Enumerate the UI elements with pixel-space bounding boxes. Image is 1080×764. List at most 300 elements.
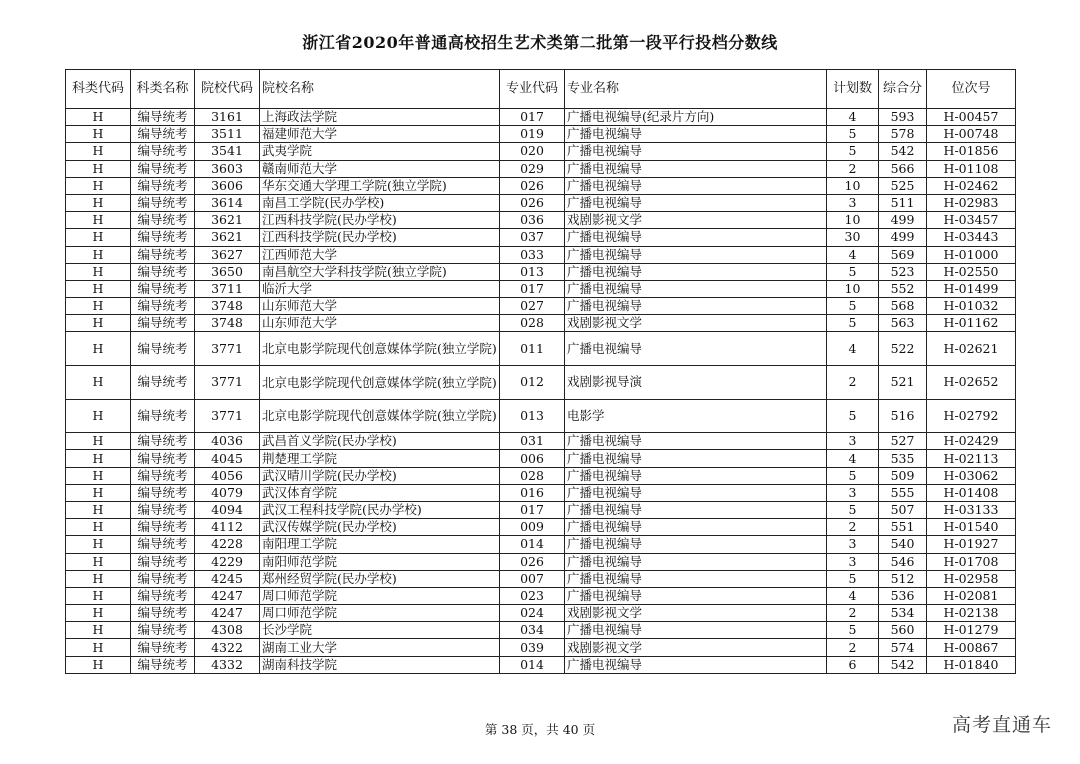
cell-score: 534 xyxy=(879,605,927,622)
cell-category-code: H xyxy=(66,467,131,484)
cell-major-code: 013 xyxy=(500,399,565,433)
cell-school-code: 4045 xyxy=(195,450,260,467)
cell-major-name: 广播电视编导 xyxy=(565,280,827,297)
table-row xyxy=(66,639,1016,656)
cell-major-name: 戏剧影视导演 xyxy=(565,366,827,400)
cell-school-code: 3748 xyxy=(195,298,260,315)
cell-major-code: 014 xyxy=(500,656,565,673)
cell-school-name: 福建师范大学 xyxy=(260,126,500,143)
cell-score: 523 xyxy=(879,263,927,280)
cell-school-name: 北京电影学院现代创意媒体学院(独立学院) xyxy=(260,399,500,433)
cell-school-name: 江西师范大学 xyxy=(260,246,500,263)
cell-school-name: 周口师范学院 xyxy=(260,587,500,604)
cell-school-name: 山东师范大学 xyxy=(260,298,500,315)
cell-school-name: 武夷学院 xyxy=(260,143,500,160)
cell-plan-count: 5 xyxy=(827,143,879,160)
cell-rank: H-03062 xyxy=(927,467,1016,484)
header-major-name: 专业名称 xyxy=(565,70,827,109)
score-table xyxy=(65,69,1016,674)
cell-category-name: 编导统考 xyxy=(131,484,195,501)
cell-school-name: 华东交通大学理工学院(独立学院) xyxy=(260,177,500,194)
cell-school-code: 3621 xyxy=(195,229,260,246)
cell-category-name: 编导统考 xyxy=(131,570,195,587)
cell-plan-count: 5 xyxy=(827,315,879,332)
watermark: 高考直通车 xyxy=(951,714,1052,736)
cell-category-code: H xyxy=(66,177,131,194)
cell-major-name: 广播电视编导 xyxy=(565,450,827,467)
cell-category-name: 编导统考 xyxy=(131,143,195,160)
cell-school-code: 3541 xyxy=(195,143,260,160)
cell-category-name: 编导统考 xyxy=(131,229,195,246)
cell-school-name: 武汉工程科技学院(民办学校) xyxy=(260,501,500,518)
cell-plan-count: 5 xyxy=(827,570,879,587)
cell-category-name: 编导统考 xyxy=(131,605,195,622)
cell-category-code: H xyxy=(66,298,131,315)
cell-plan-count: 10 xyxy=(827,280,879,297)
cell-rank: H-02958 xyxy=(927,570,1016,587)
cell-rank: H-00867 xyxy=(927,639,1016,656)
cell-plan-count: 5 xyxy=(827,622,879,639)
cell-major-name: 广播电视编导 xyxy=(565,467,827,484)
cell-major-code: 036 xyxy=(500,212,565,229)
cell-major-name: 广播电视编导 xyxy=(565,519,827,536)
cell-category-name: 编导统考 xyxy=(131,109,195,126)
cell-category-code: H xyxy=(66,126,131,143)
cell-category-name: 编导统考 xyxy=(131,194,195,211)
cell-major-name: 电影学 xyxy=(565,399,827,433)
table-row xyxy=(66,246,1016,263)
header-major-code: 专业代码 xyxy=(500,70,565,109)
table-row xyxy=(66,366,1016,400)
table-row xyxy=(66,570,1016,587)
table-row xyxy=(66,229,1016,246)
cell-category-code: H xyxy=(66,143,131,160)
cell-score: 574 xyxy=(879,639,927,656)
cell-school-name: 郑州经贸学院(民办学校) xyxy=(260,570,500,587)
cell-major-name: 广播电视编导 xyxy=(565,298,827,315)
cell-category-code: H xyxy=(66,501,131,518)
cell-rank: H-01032 xyxy=(927,298,1016,315)
cell-school-name: 湖南工业大学 xyxy=(260,639,500,656)
cell-school-code: 4056 xyxy=(195,467,260,484)
cell-plan-count: 4 xyxy=(827,450,879,467)
cell-major-name: 广播电视编导 xyxy=(565,484,827,501)
cell-score: 566 xyxy=(879,160,927,177)
cell-major-name: 戏剧影视文学 xyxy=(565,605,827,622)
cell-score: 521 xyxy=(879,366,927,400)
cell-plan-count: 2 xyxy=(827,160,879,177)
table-header-row xyxy=(66,70,1016,109)
cell-score: 563 xyxy=(879,315,927,332)
cell-score: 552 xyxy=(879,280,927,297)
table-row xyxy=(66,298,1016,315)
cell-rank: H-01162 xyxy=(927,315,1016,332)
cell-school-name: 北京电影学院现代创意媒体学院(独立学院) xyxy=(260,332,500,366)
cell-score: 542 xyxy=(879,143,927,160)
table-row xyxy=(66,263,1016,280)
cell-major-code: 034 xyxy=(500,622,565,639)
cell-school-code: 4036 xyxy=(195,433,260,450)
cell-major-name: 戏剧影视文学 xyxy=(565,639,827,656)
cell-score: 560 xyxy=(879,622,927,639)
cell-rank: H-02652 xyxy=(927,366,1016,400)
cell-score: 512 xyxy=(879,570,927,587)
page-footer: 第 38 页，共 40 页 xyxy=(484,722,596,737)
cell-major-name: 广播电视编导 xyxy=(565,587,827,604)
header-plan-count: 计划数 xyxy=(827,70,879,109)
cell-plan-count: 5 xyxy=(827,263,879,280)
table-row xyxy=(66,280,1016,297)
cell-score: 535 xyxy=(879,450,927,467)
cell-rank: H-01840 xyxy=(927,656,1016,673)
cell-category-name: 编导统考 xyxy=(131,553,195,570)
cell-rank: H-01279 xyxy=(927,622,1016,639)
cell-major-code: 011 xyxy=(500,332,565,366)
header-category-code: 科类代码 xyxy=(66,70,131,109)
table-row xyxy=(66,656,1016,673)
cell-rank: H-02113 xyxy=(927,450,1016,467)
cell-major-code: 017 xyxy=(500,280,565,297)
cell-plan-count: 5 xyxy=(827,399,879,433)
table-row xyxy=(66,160,1016,177)
cell-major-name: 广播电视编导 xyxy=(565,433,827,450)
cell-major-code: 031 xyxy=(500,433,565,450)
cell-category-name: 编导统考 xyxy=(131,639,195,656)
cell-school-code: 4332 xyxy=(195,656,260,673)
header-school-code: 院校代码 xyxy=(195,70,260,109)
cell-category-name: 编导统考 xyxy=(131,177,195,194)
cell-major-code: 014 xyxy=(500,536,565,553)
cell-major-code: 012 xyxy=(500,366,565,400)
cell-plan-count: 6 xyxy=(827,656,879,673)
cell-school-code: 3711 xyxy=(195,280,260,297)
cell-category-code: H xyxy=(66,109,131,126)
cell-major-name: 广播电视编导(纪录片方向) xyxy=(565,109,827,126)
cell-major-code: 016 xyxy=(500,484,565,501)
cell-rank: H-02792 xyxy=(927,399,1016,433)
cell-score: 568 xyxy=(879,298,927,315)
cell-rank: H-02462 xyxy=(927,177,1016,194)
cell-score: 551 xyxy=(879,519,927,536)
cell-major-name: 广播电视编导 xyxy=(565,622,827,639)
cell-category-code: H xyxy=(66,366,131,400)
table-row xyxy=(66,605,1016,622)
cell-plan-count: 3 xyxy=(827,484,879,501)
cell-category-code: H xyxy=(66,263,131,280)
cell-rank: H-03133 xyxy=(927,501,1016,518)
cell-score: 536 xyxy=(879,587,927,604)
cell-category-name: 编导统考 xyxy=(131,263,195,280)
cell-rank: H-03443 xyxy=(927,229,1016,246)
cell-major-code: 033 xyxy=(500,246,565,263)
cell-plan-count: 10 xyxy=(827,177,879,194)
cell-category-name: 编导统考 xyxy=(131,298,195,315)
cell-category-code: H xyxy=(66,229,131,246)
cell-category-code: H xyxy=(66,587,131,604)
cell-category-code: H xyxy=(66,656,131,673)
cell-plan-count: 5 xyxy=(827,298,879,315)
cell-score: 546 xyxy=(879,553,927,570)
cell-category-code: H xyxy=(66,553,131,570)
cell-major-code: 006 xyxy=(500,450,565,467)
cell-school-code: 4245 xyxy=(195,570,260,587)
cell-school-name: 武昌首义学院(民办学校) xyxy=(260,433,500,450)
cell-major-name: 广播电视编导 xyxy=(565,143,827,160)
cell-category-name: 编导统考 xyxy=(131,433,195,450)
cell-category-code: H xyxy=(66,622,131,639)
cell-major-code: 024 xyxy=(500,605,565,622)
cell-category-name: 编导统考 xyxy=(131,160,195,177)
cell-school-name: 周口师范学院 xyxy=(260,605,500,622)
cell-major-name: 广播电视编导 xyxy=(565,553,827,570)
cell-plan-count: 3 xyxy=(827,433,879,450)
cell-rank: H-02429 xyxy=(927,433,1016,450)
cell-major-name: 广播电视编导 xyxy=(565,246,827,263)
cell-category-code: H xyxy=(66,246,131,263)
cell-plan-count: 4 xyxy=(827,109,879,126)
cell-score: 569 xyxy=(879,246,927,263)
cell-score: 593 xyxy=(879,109,927,126)
cell-category-name: 编导统考 xyxy=(131,656,195,673)
cell-plan-count: 4 xyxy=(827,587,879,604)
cell-major-name: 广播电视编导 xyxy=(565,332,827,366)
cell-category-name: 编导统考 xyxy=(131,246,195,263)
cell-score: 509 xyxy=(879,467,927,484)
cell-rank: H-01708 xyxy=(927,553,1016,570)
cell-score: 516 xyxy=(879,399,927,433)
cell-rank: H-02081 xyxy=(927,587,1016,604)
cell-major-name: 广播电视编导 xyxy=(565,194,827,211)
cell-major-code: 028 xyxy=(500,467,565,484)
cell-score: 542 xyxy=(879,656,927,673)
cell-score: 511 xyxy=(879,194,927,211)
header-category-name: 科类名称 xyxy=(131,70,195,109)
cell-major-code: 026 xyxy=(500,194,565,211)
cell-school-code: 3748 xyxy=(195,315,260,332)
cell-school-code: 3614 xyxy=(195,194,260,211)
cell-plan-count: 5 xyxy=(827,126,879,143)
table-row xyxy=(66,536,1016,553)
cell-category-code: H xyxy=(66,315,131,332)
cell-category-name: 编导统考 xyxy=(131,501,195,518)
cell-major-name: 广播电视编导 xyxy=(565,536,827,553)
cell-category-name: 编导统考 xyxy=(131,366,195,400)
cell-plan-count: 4 xyxy=(827,332,879,366)
cell-plan-count: 4 xyxy=(827,246,879,263)
cell-school-code: 4229 xyxy=(195,553,260,570)
cell-major-code: 013 xyxy=(500,263,565,280)
cell-school-code: 3771 xyxy=(195,399,260,433)
cell-rank: H-01108 xyxy=(927,160,1016,177)
cell-school-code: 4247 xyxy=(195,605,260,622)
cell-school-code: 4112 xyxy=(195,519,260,536)
cell-score: 540 xyxy=(879,536,927,553)
table-row xyxy=(66,143,1016,160)
cell-category-name: 编导统考 xyxy=(131,587,195,604)
cell-school-code: 4322 xyxy=(195,639,260,656)
cell-rank: H-00748 xyxy=(927,126,1016,143)
cell-major-name: 戏剧影视文学 xyxy=(565,315,827,332)
cell-major-code: 007 xyxy=(500,570,565,587)
cell-plan-count: 3 xyxy=(827,536,879,553)
cell-category-name: 编导统考 xyxy=(131,467,195,484)
table-row xyxy=(66,212,1016,229)
cell-school-code: 3603 xyxy=(195,160,260,177)
cell-rank: H-01927 xyxy=(927,536,1016,553)
table-row xyxy=(66,177,1016,194)
cell-rank: H-00457 xyxy=(927,109,1016,126)
cell-school-name: 上海政法学院 xyxy=(260,109,500,126)
cell-category-name: 编导统考 xyxy=(131,399,195,433)
cell-category-name: 编导统考 xyxy=(131,536,195,553)
cell-school-code: 3650 xyxy=(195,263,260,280)
cell-category-code: H xyxy=(66,160,131,177)
cell-major-code: 020 xyxy=(500,143,565,160)
table-row xyxy=(66,450,1016,467)
cell-major-name: 广播电视编导 xyxy=(565,501,827,518)
cell-plan-count: 2 xyxy=(827,639,879,656)
cell-category-code: H xyxy=(66,433,131,450)
cell-school-name: 山东师范大学 xyxy=(260,315,500,332)
cell-category-code: H xyxy=(66,332,131,366)
cell-major-name: 广播电视编导 xyxy=(565,126,827,143)
cell-major-name: 广播电视编导 xyxy=(565,263,827,280)
cell-major-code: 039 xyxy=(500,639,565,656)
cell-category-code: H xyxy=(66,639,131,656)
cell-rank: H-02550 xyxy=(927,263,1016,280)
table-row xyxy=(66,194,1016,211)
cell-major-code: 026 xyxy=(500,177,565,194)
cell-school-name: 江西科技学院(民办学校) xyxy=(260,229,500,246)
cell-plan-count: 5 xyxy=(827,501,879,518)
cell-school-code: 3606 xyxy=(195,177,260,194)
table-row xyxy=(66,399,1016,433)
cell-plan-count: 2 xyxy=(827,605,879,622)
cell-school-name: 武汉传媒学院(民办学校) xyxy=(260,519,500,536)
cell-rank: H-01856 xyxy=(927,143,1016,160)
cell-major-code: 026 xyxy=(500,553,565,570)
cell-major-code: 023 xyxy=(500,587,565,604)
cell-school-code: 4079 xyxy=(195,484,260,501)
cell-plan-count: 3 xyxy=(827,194,879,211)
cell-school-name: 南阳理工学院 xyxy=(260,536,500,553)
cell-major-name: 广播电视编导 xyxy=(565,656,827,673)
cell-school-code: 3771 xyxy=(195,332,260,366)
cell-score: 527 xyxy=(879,433,927,450)
cell-school-name: 北京电影学院现代创意媒体学院(独立学院) xyxy=(260,366,500,400)
cell-rank: H-01408 xyxy=(927,484,1016,501)
table-row xyxy=(66,433,1016,450)
cell-category-name: 编导统考 xyxy=(131,519,195,536)
cell-category-code: H xyxy=(66,212,131,229)
cell-school-name: 南昌工学院(民办学校) xyxy=(260,194,500,211)
cell-school-name: 临沂大学 xyxy=(260,280,500,297)
cell-rank: H-01000 xyxy=(927,246,1016,263)
cell-school-name: 江西科技学院(民办学校) xyxy=(260,212,500,229)
header-school-name: 院校名称 xyxy=(260,70,500,109)
cell-school-code: 4094 xyxy=(195,501,260,518)
cell-category-code: H xyxy=(66,399,131,433)
table-row xyxy=(66,109,1016,126)
cell-major-code: 028 xyxy=(500,315,565,332)
cell-school-name: 湖南科技学院 xyxy=(260,656,500,673)
cell-rank: H-02138 xyxy=(927,605,1016,622)
cell-major-name: 广播电视编导 xyxy=(565,160,827,177)
cell-score: 578 xyxy=(879,126,927,143)
cell-school-code: 3627 xyxy=(195,246,260,263)
cell-category-name: 编导统考 xyxy=(131,332,195,366)
header-rank: 位次号 xyxy=(927,70,1016,109)
cell-school-name: 武汉晴川学院(民办学校) xyxy=(260,467,500,484)
cell-major-code: 017 xyxy=(500,501,565,518)
cell-category-name: 编导统考 xyxy=(131,126,195,143)
cell-rank: H-01540 xyxy=(927,519,1016,536)
cell-category-name: 编导统考 xyxy=(131,212,195,229)
cell-major-code: 027 xyxy=(500,298,565,315)
cell-major-name: 广播电视编导 xyxy=(565,570,827,587)
cell-category-name: 编导统考 xyxy=(131,280,195,297)
cell-rank: H-03457 xyxy=(927,212,1016,229)
cell-category-name: 编导统考 xyxy=(131,315,195,332)
cell-score: 522 xyxy=(879,332,927,366)
cell-rank: H-02983 xyxy=(927,194,1016,211)
cell-rank: H-01499 xyxy=(927,280,1016,297)
cell-score: 499 xyxy=(879,212,927,229)
page-title: 浙江省2020年普通高校招生艺术类第二批第一段平行投档分数线 xyxy=(302,33,778,52)
header-score: 综合分 xyxy=(879,70,927,109)
cell-category-code: H xyxy=(66,194,131,211)
cell-school-name: 荆楚理工学院 xyxy=(260,450,500,467)
cell-major-name: 广播电视编导 xyxy=(565,177,827,194)
cell-category-code: H xyxy=(66,605,131,622)
cell-score: 507 xyxy=(879,501,927,518)
cell-major-code: 019 xyxy=(500,126,565,143)
cell-category-code: H xyxy=(66,570,131,587)
cell-category-code: H xyxy=(66,519,131,536)
table-row xyxy=(66,553,1016,570)
cell-plan-count: 2 xyxy=(827,519,879,536)
cell-school-code: 3511 xyxy=(195,126,260,143)
cell-school-code: 3621 xyxy=(195,212,260,229)
cell-major-code: 037 xyxy=(500,229,565,246)
table-row xyxy=(66,484,1016,501)
cell-category-name: 编导统考 xyxy=(131,450,195,467)
table-row xyxy=(66,315,1016,332)
cell-major-code: 029 xyxy=(500,160,565,177)
table-row xyxy=(66,126,1016,143)
table-row xyxy=(66,519,1016,536)
cell-category-code: H xyxy=(66,450,131,467)
cell-plan-count: 2 xyxy=(827,366,879,400)
cell-rank: H-02621 xyxy=(927,332,1016,366)
cell-school-code: 4228 xyxy=(195,536,260,553)
table-row xyxy=(66,467,1016,484)
cell-plan-count: 5 xyxy=(827,467,879,484)
cell-school-name: 赣南师范大学 xyxy=(260,160,500,177)
cell-major-name: 戏剧影视文学 xyxy=(565,212,827,229)
cell-school-name: 武汉体育学院 xyxy=(260,484,500,501)
cell-school-code: 4308 xyxy=(195,622,260,639)
cell-major-code: 017 xyxy=(500,109,565,126)
cell-school-code: 4247 xyxy=(195,587,260,604)
cell-score: 525 xyxy=(879,177,927,194)
cell-plan-count: 10 xyxy=(827,212,879,229)
cell-school-code: 3771 xyxy=(195,366,260,400)
cell-school-name: 南阳师范学院 xyxy=(260,553,500,570)
cell-category-code: H xyxy=(66,280,131,297)
cell-plan-count: 30 xyxy=(827,229,879,246)
cell-category-name: 编导统考 xyxy=(131,622,195,639)
